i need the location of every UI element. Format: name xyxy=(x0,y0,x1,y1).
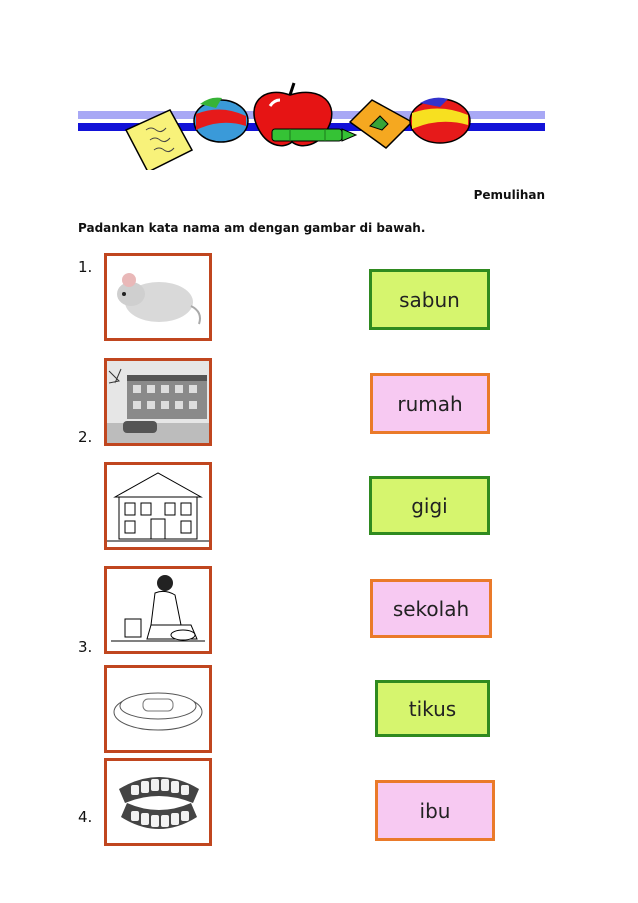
header-banner xyxy=(0,0,638,170)
instruction-text: Padankan kata nama am dengan gambar di bawah. xyxy=(78,221,426,235)
school-building-icon xyxy=(107,361,209,443)
word-box-gigi[interactable]: gigi xyxy=(369,476,490,535)
picture-house[interactable] xyxy=(104,462,212,550)
question-number-2: 2. xyxy=(78,428,93,446)
worksheet-level-label: Pemulihan xyxy=(473,188,545,202)
picture-school[interactable] xyxy=(104,358,212,446)
crayon-icon xyxy=(272,129,356,141)
picture-teeth[interactable] xyxy=(104,758,212,846)
question-number-4: 4. xyxy=(78,808,93,826)
house-icon xyxy=(107,465,209,547)
question-number-3: 3. xyxy=(78,638,93,656)
teeth-icon xyxy=(107,761,209,843)
mother-washing-icon xyxy=(107,569,209,651)
picture-mother[interactable] xyxy=(104,566,212,654)
word-box-sabun[interactable]: sabun xyxy=(369,269,490,330)
word-box-ibu[interactable]: ibu xyxy=(375,780,495,841)
ball-icon xyxy=(410,98,470,143)
soap-icon xyxy=(107,668,209,750)
question-number-1: 1. xyxy=(78,258,93,276)
leaf-card-icon xyxy=(350,100,412,148)
word-box-tikus[interactable]: tikus xyxy=(375,680,490,737)
word-box-sekolah[interactable]: sekolah xyxy=(370,579,492,638)
mouse-icon xyxy=(107,256,209,338)
ball-icon xyxy=(194,98,248,142)
picture-soap[interactable] xyxy=(104,665,212,753)
picture-mouse[interactable] xyxy=(104,253,212,341)
word-box-rumah[interactable]: rumah xyxy=(370,373,490,434)
